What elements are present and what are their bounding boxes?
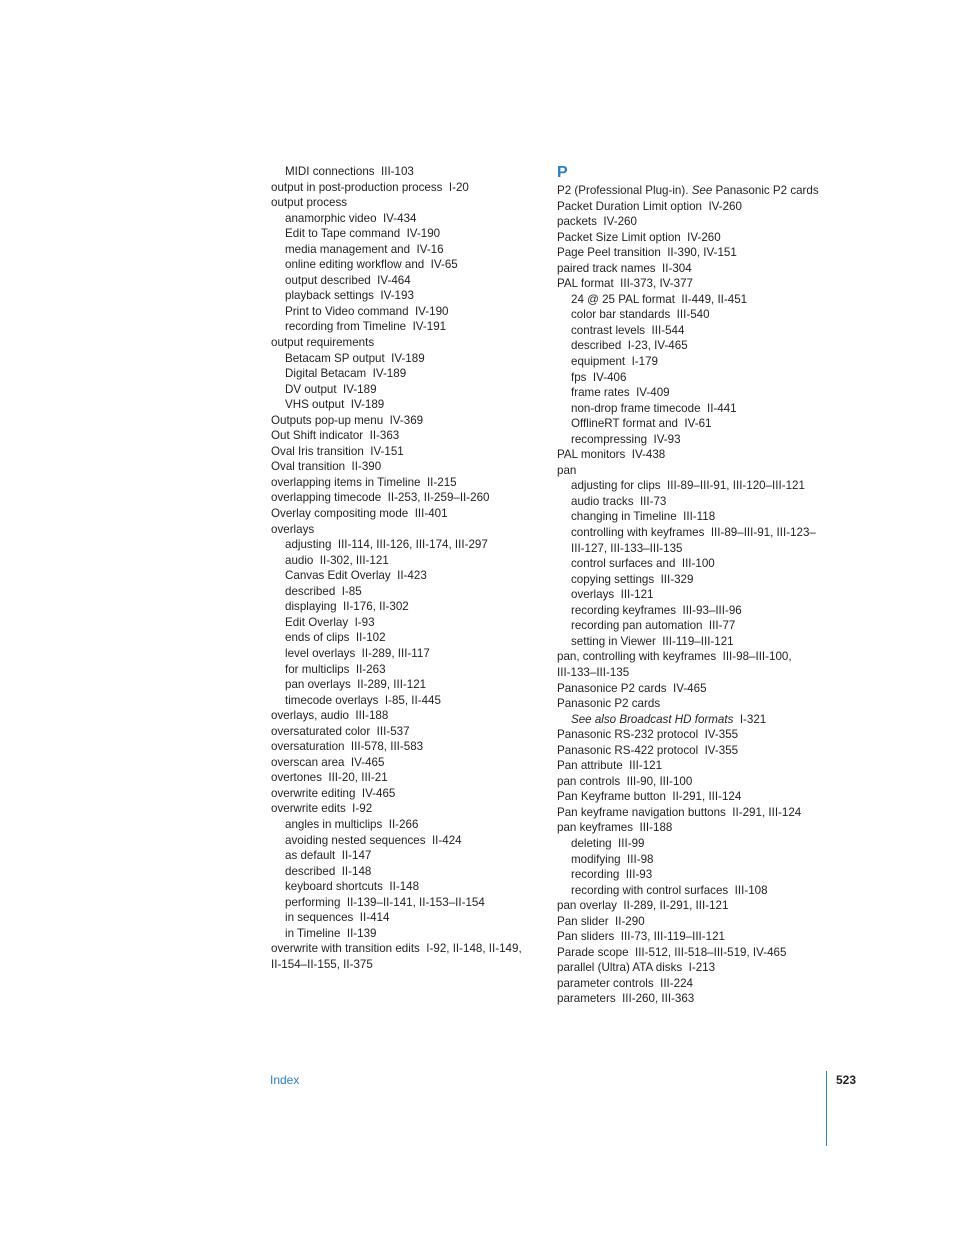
entry-text: I-321: [733, 712, 767, 726]
index-entry: Panasonic RS-232 protocol IV-355: [557, 728, 739, 742]
index-entry: Packet Duration Limit option IV-260: [557, 199, 742, 213]
index-subentry: control surfaces and III-100: [571, 557, 715, 571]
index-subentry: as default II-147: [285, 849, 372, 863]
index-subentry: MIDI connections III-103: [285, 165, 414, 178]
index-entry: overlays, audio III-188: [271, 709, 389, 723]
index-entry: Pan slider II-290: [557, 914, 645, 928]
index-entry: II-154–II-155, II-375: [271, 957, 373, 971]
index-subentry: copying settings III-329: [571, 572, 694, 586]
index-subentry: VHS output IV-189: [285, 398, 385, 412]
see-reference: See also Broadcast HD formats: [571, 712, 734, 726]
index-subentry: timecode overlays I-85, II-445: [285, 693, 441, 707]
index-entry: paired track names II-304: [557, 261, 692, 275]
page-number: 523: [836, 1073, 857, 1087]
index-subentry: playback settings IV-193: [285, 289, 414, 303]
index-entry: output requirements: [271, 336, 375, 350]
index-subentry: 24 @ 25 PAL format II-449, II-451: [571, 292, 748, 306]
index-subentry: media management and IV-16: [285, 242, 444, 256]
index-subentry: overlays III-121: [571, 588, 654, 602]
index-subentry: changing in Timeline III-118: [571, 510, 716, 524]
index-subentry: Digital Betacam IV-189: [285, 367, 407, 381]
index-entry: [557, 183, 819, 199]
index-entry: overwrite edits I-92: [271, 802, 373, 816]
index-subentry: recording pan automation III-77: [571, 619, 736, 633]
index-subentry: angles in multiclips II-266: [285, 817, 419, 831]
index-subentry: anamorphic video IV-434: [285, 211, 417, 225]
index-subentry: fps IV-406: [571, 370, 627, 384]
index-subentry: equipment I-179: [571, 355, 659, 369]
index-entry: pan keyframes III-188: [557, 821, 673, 835]
index-entry: Panasonic RS-422 protocol IV-355: [557, 743, 739, 757]
index-subentry: Print to Video command IV-190: [285, 304, 449, 318]
index-column-right: [557, 164, 819, 1007]
index-subentry: Betacam SP output IV-189: [285, 351, 425, 365]
index-subentry: non-drop frame timecode II-441: [571, 401, 737, 415]
index-entry: Parade scope III-512, III-518–III-519, IV-465: [557, 945, 787, 959]
index-subentry: online editing workflow and IV-65: [285, 258, 458, 272]
index-entry: Pan sliders III-73, III-119–III-121: [557, 930, 725, 944]
index-entry: pan: [557, 463, 577, 477]
index-entry: overwrite with transition edits I-92, II-148, II-149,: [271, 942, 522, 956]
index-entry: Pan keyframe navigation buttons II-291, III-124: [557, 805, 802, 819]
index-subentry: DV output IV-189: [285, 382, 377, 396]
index-subentry: level overlays II-289, III-117: [285, 646, 430, 660]
index-entries-right: [557, 183, 819, 1007]
index-entry: overlays: [271, 522, 315, 536]
index-entry: overlapping items in Timeline II-215: [271, 475, 457, 489]
index-subentry: contrast levels III-544: [571, 323, 685, 337]
index-entry: overlapping timecode II-253, II-259–II-260: [271, 491, 490, 505]
index-entry: overwrite editing IV-465: [271, 786, 396, 800]
index-subentry: adjusting for clips III-89–III-91, III-120–III-121: [571, 479, 805, 493]
index-entry: Oval transition II-390: [271, 460, 382, 474]
index-entry: parameter controls III-224: [557, 976, 693, 990]
index-subentry: recompressing IV-93: [571, 432, 681, 446]
index-subentry: III-127, III-133–III-135: [571, 541, 683, 555]
index-entry: output process: [271, 196, 348, 210]
index-subentry: frame rates IV-409: [571, 386, 670, 400]
index-entry: output in post-production process I-20: [271, 180, 469, 194]
index-entry: overscan area IV-465: [271, 755, 385, 769]
index-subentry: in Timeline II-139: [285, 926, 377, 940]
index-entry: Packet Size Limit option IV-260: [557, 230, 721, 244]
index-subentry: recording III-93: [571, 868, 653, 882]
index-entry: packets IV-260: [557, 215, 637, 229]
index-subentry: [557, 712, 819, 728]
section-letter: P: [557, 164, 568, 181]
footer-section-label[interactable]: Index: [270, 1073, 300, 1087]
index-subentry: OfflineRT format and IV-61: [571, 417, 712, 431]
index-entry: Overlay compositing mode III-401: [271, 507, 448, 521]
index-entry: pan overlay II-289, II-291, III-121: [557, 899, 729, 913]
entry-text: Panasonic P2 cards: [712, 184, 819, 197]
index-entry: pan controls III-90, III-100: [557, 774, 693, 788]
index-entry: Oval Iris transition IV-151: [271, 444, 404, 458]
index-subentry: in sequences II-414: [285, 911, 390, 925]
index-entry: overtones III-20, III-21: [271, 771, 388, 785]
index-entry: parameters III-260, III-363: [557, 992, 695, 1006]
index-entry: Out Shift indicator II-363: [271, 429, 400, 443]
index-subentry: recording with control surfaces III-108: [571, 883, 768, 897]
index-subentry: deleting III-99: [571, 836, 645, 850]
index-entry: PAL monitors IV-438: [557, 448, 666, 462]
index-entry: oversaturated color III-537: [271, 724, 410, 738]
index-subentry: controlling with keyframes III-89–III-91, III-123–: [571, 526, 816, 540]
index-entry: Outputs pop-up menu IV-369: [271, 413, 424, 427]
index-subentry: described I-85: [285, 584, 362, 598]
index-subentry: modifying III-98: [571, 852, 654, 866]
index-subentry: audio II-302, III-121: [285, 553, 389, 567]
index-subentry: Edit Overlay I-93: [285, 615, 375, 629]
index-subentry: described II-148: [285, 864, 372, 878]
index-subentry: adjusting III-114, III-126, III-174, III-297: [285, 538, 488, 552]
entry-text: P2 (Professional Plug-in).: [557, 184, 692, 197]
index-subentry: displaying II-176, II-302: [285, 600, 409, 614]
index-entry: III-133–III-135: [557, 665, 630, 679]
index-subentry: recording from Timeline IV-191: [285, 320, 447, 334]
index-subentry: ends of clips II-102: [285, 631, 386, 645]
index-subentry: recording keyframes III-93–III-96: [571, 603, 742, 617]
index-entry: oversaturation III-578, III-583: [271, 740, 424, 754]
index-entry: Panasonice P2 cards IV-465: [557, 681, 707, 695]
index-column-left: [271, 164, 533, 972]
index-entry: Page Peel transition II-390, IV-151: [557, 246, 737, 260]
index-entry: pan, controlling with keyframes III-98–III-100,: [557, 650, 792, 664]
index-subentry: setting in Viewer III-119–III-121: [571, 634, 734, 648]
index-entry: parallel (Ultra) ATA disks I-213: [557, 961, 716, 975]
index-subentry: color bar standards III-540: [571, 308, 710, 322]
index-subentry: avoiding nested sequences II-424: [285, 833, 462, 847]
index-entry: Pan attribute III-121: [557, 759, 663, 773]
index-entry: Pan Keyframe button II-291, III-124: [557, 790, 742, 804]
index-subentry: Canvas Edit Overlay II-423: [285, 569, 427, 583]
index-subentry: output described IV-464: [285, 273, 411, 287]
index-entry: Panasonic P2 cards: [557, 697, 661, 711]
index-entry: PAL format III-373, IV-377: [557, 277, 693, 291]
index-subentry: for multiclips II-263: [285, 662, 386, 676]
index-subentry: pan overlays II-289, III-121: [285, 678, 427, 692]
index-subentry: keyboard shortcuts II-148: [285, 880, 420, 894]
index-subentry: performing II-139–II-141, II-153–II-154: [285, 895, 485, 909]
index-subentry: audio tracks III-73: [571, 494, 667, 508]
index-subentry: described I-23, IV-465: [571, 339, 688, 353]
footer-divider: [826, 1071, 827, 1146]
index-subentry: Edit to Tape command IV-190: [285, 227, 441, 241]
see-reference: See: [691, 184, 713, 197]
